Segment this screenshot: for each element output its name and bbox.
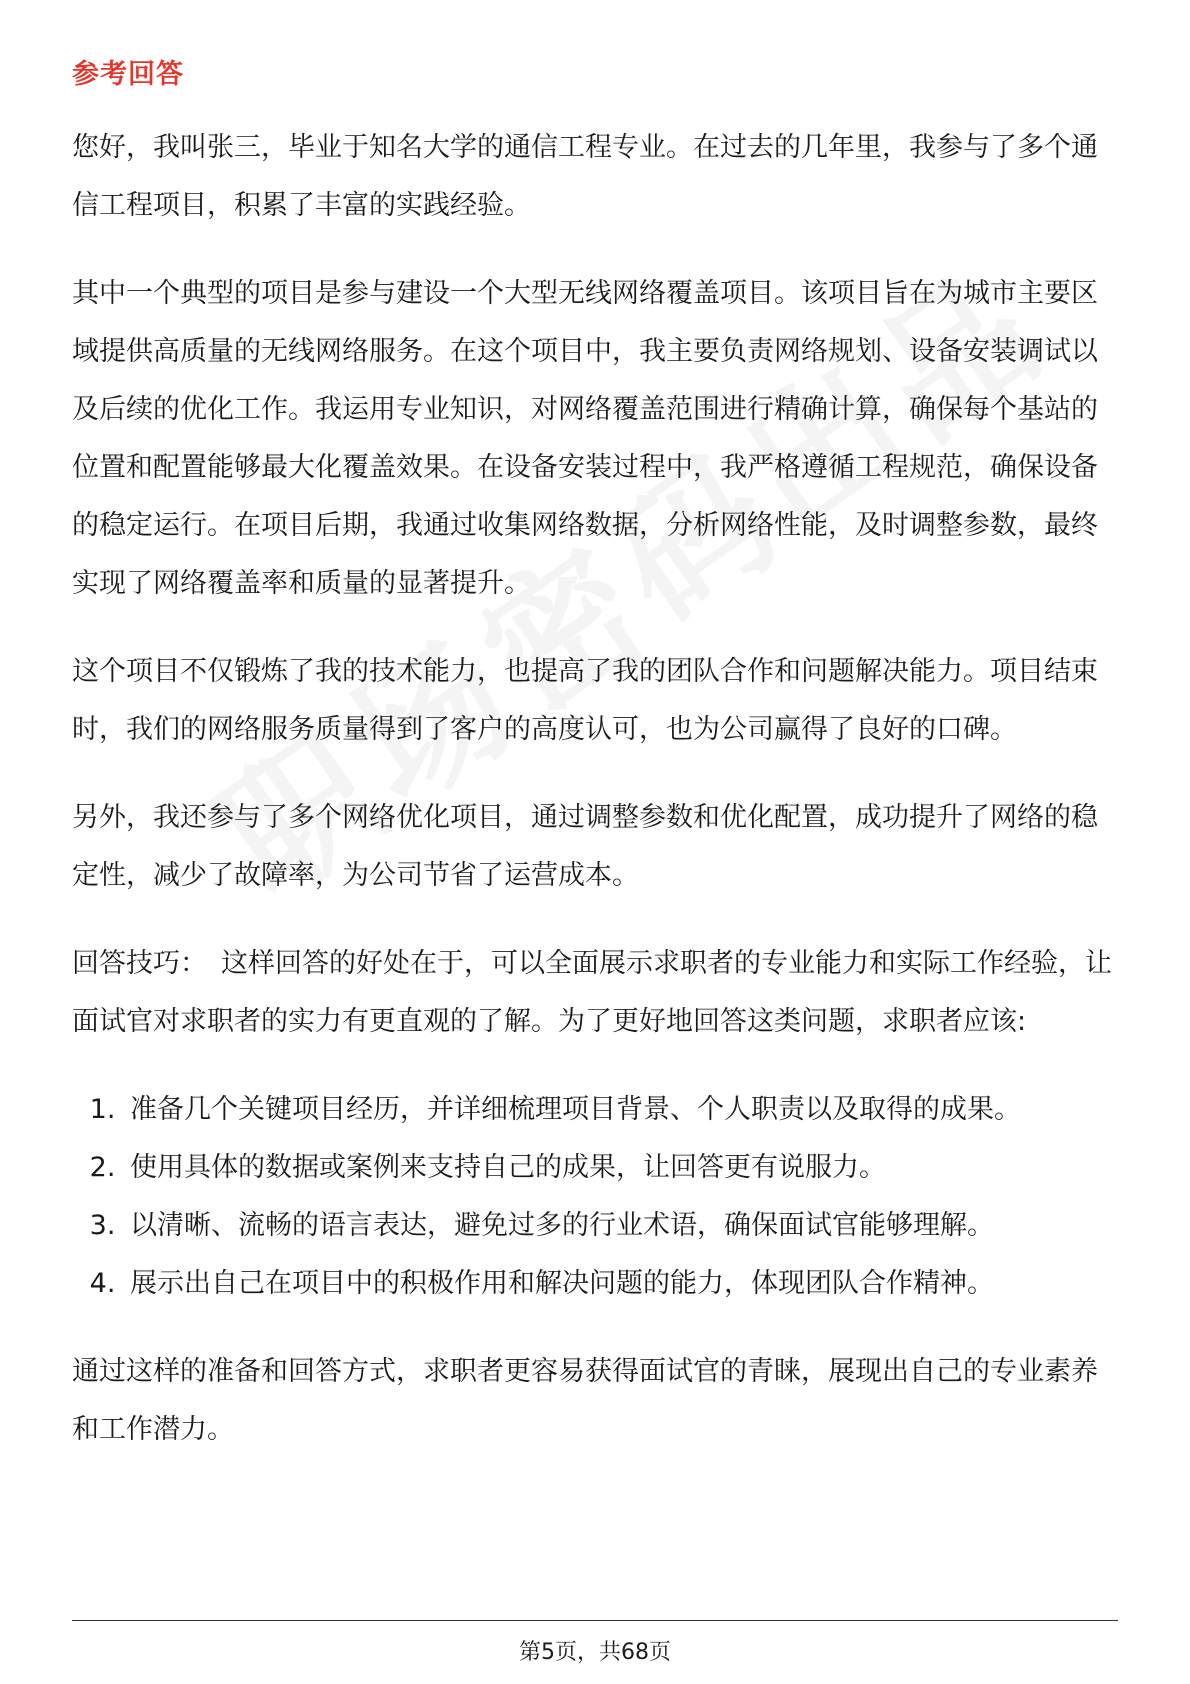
list-item: 2. 使用具体的数据或案例来支持自己的成果，让回答更有说服力。 <box>124 1139 1118 1197</box>
tips-list <box>72 1081 1118 1313</box>
tips-paragraph <box>72 935 1118 1051</box>
page-number: 第5页，共68页 <box>519 1640 671 1665</box>
paragraph-other-projects: 另外，我还参与了多个网络优化项目，通过调整参数和优化配置，成功提升了网络的稳定性，减少了故障率，为公司节省了运营成本。 <box>72 802 1098 891</box>
paragraph-conclusion: 通过这样的准备和回答方式，求职者更容易获得面试官的青睐，展现出自己的专业素养和工作潜力。 <box>72 1356 1098 1445</box>
section-heading: 参考回答 <box>72 59 184 90</box>
list-item: 3. 以清晰、流畅的语言表达，避免过多的行业术语，确保面试官能够理解。 <box>124 1197 1118 1255</box>
paragraph-project: 其中一个典型的项目是参与建设一个大型无线网络覆盖项目。该项目旨在为城市主要区域提供高质量的无线网络服务。在这个项目中，我主要负责网络规划、设备安装调试以及后续的优化工作。我运用专业知识，对网络覆盖范围进行精确计算，确保每个基站的位置和配置能够最大化覆盖效果。在设备安装过程中，我严格遵循工程规范，确保设备的稳定运行。在项目后期，我通过收集网络数据，分析网络性能，及时调整参数，最终实现了网络覆盖率和质量的显著提升。 <box>72 278 1098 599</box>
list-item: 4. 展示出自己在项目中的积极作用和解决问题的能力，体现团队合作精神。 <box>124 1255 1118 1313</box>
paragraph-outcome: 这个项目不仅锻炼了我的技术能力，也提高了我的团队合作和问题解决能力。项目结束时，我们的网络服务质量得到了客户的高度认可，也为公司赢得了良好的口碑。 <box>72 656 1098 745</box>
list-item: 1. 准备几个关键项目经历，并详细梳理项目背景、个人职责以及取得的成果。 <box>124 1081 1118 1139</box>
document-body <box>72 119 1118 1489</box>
paragraph-intro: 您好，我叫张三，毕业于知名大学的通信工程专业。在过去的几年里，我参与了多个通信工程项目，积累了丰富的实践经验。 <box>72 132 1098 221</box>
tips-text: 这样回答的好处在于，可以全面展示求职者的专业能力和实际工作经验，让面试官对求职者的实力有更直观的了解。为了更好地回答这类问题，求职者应该: <box>72 948 1112 1037</box>
tips-label: 回答技巧： <box>72 948 207 979</box>
footer-divider <box>72 1620 1118 1621</box>
